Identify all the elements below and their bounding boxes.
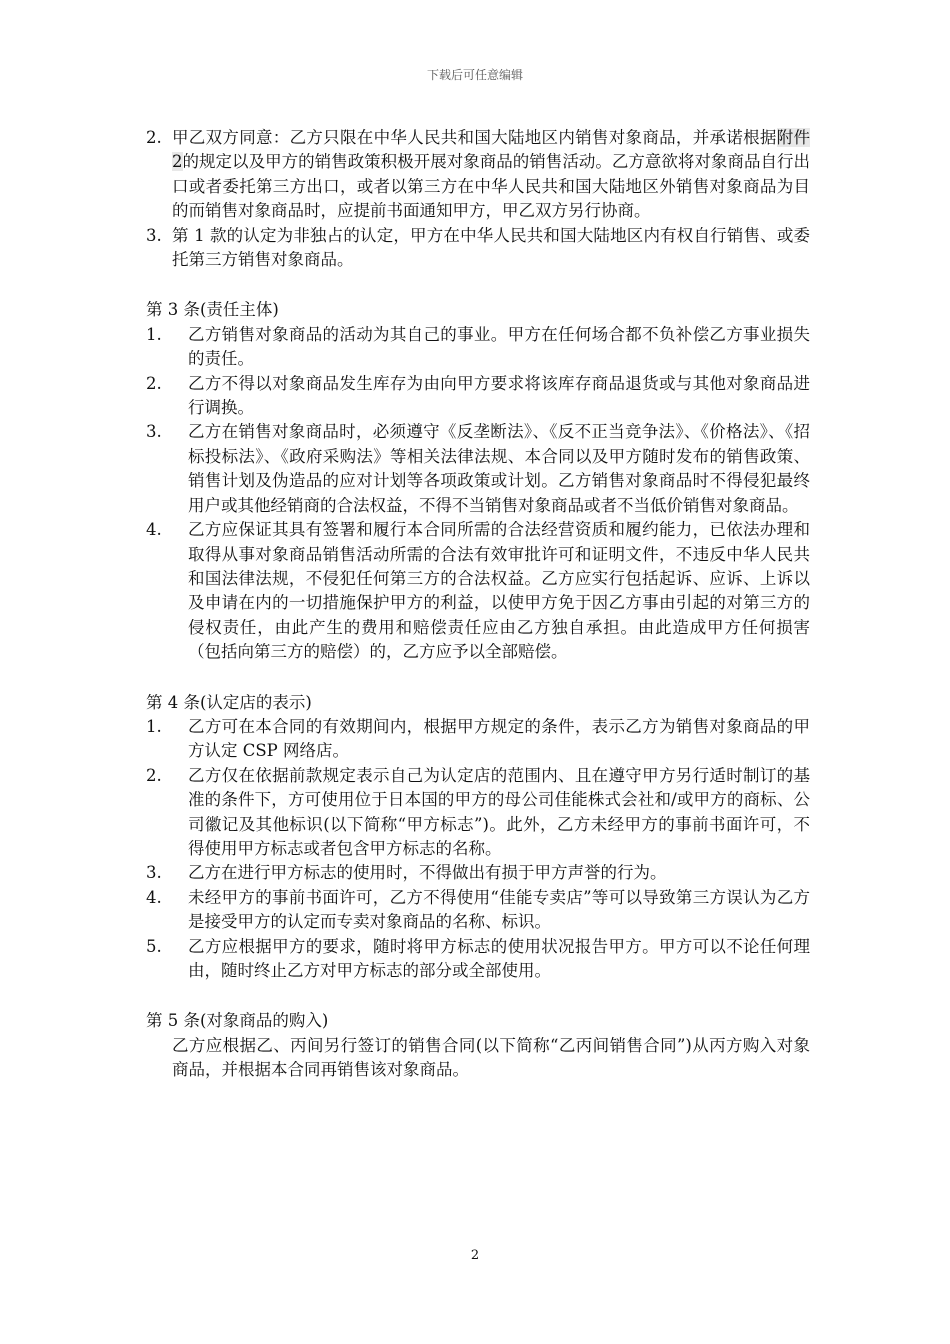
article-3-heading: 第 3 条(责任主体)	[146, 300, 279, 320]
clause-text: 乙方应保证其具有签署和履行本合同所需的合法经营资质和履约能力，已依法办理和取得从事对象商品销售活动所需的合法有效审批许可和证明文件，不违反中华人民共和国法律法规，不侵犯任何第三方的合法权益。乙方应实行包括起诉、应诉、上诉以及申请在内的一切措施保护甲方的利益，以使甲方免于因乙方事由引起的对第三方的侵权责任，由此产生的费用和赔偿责任应由乙方独自承担。由此造成甲方任何损害（包括向第三方的赔偿）的，乙方应予以全部赔偿。	[188, 520, 810, 662]
clause-number: 3.	[146, 225, 162, 245]
article-4-heading: 第 4 条(认定店的表示)	[146, 692, 312, 712]
clause-number: 3.	[146, 863, 162, 883]
clause-text: 乙方仅在依据前款规定表示自己为认定店的范围内、且在遵守甲方另行适时制订的基准的条件下，方可使用位于日本国的甲方的母公司佳能株式会社和/或甲方的商标、公司徽记及其他标识(以下简称“甲方标志”)。此外，乙方未经甲方的事前书面许可，不得使用甲方标志或者包含甲方标志的名称。	[188, 765, 810, 858]
clause-text	[172, 126, 810, 224]
clause-text: 乙方应根据甲方的要求，随时将甲方标志的使用状况报告甲方。甲方可以不论任何理由，随时终止乙方对甲方标志的部分或全部使用。	[188, 936, 810, 980]
clause-item	[146, 715, 810, 764]
clause-number: 2.	[146, 765, 162, 785]
clause-item	[146, 886, 810, 935]
clause-item	[146, 420, 810, 518]
clause-number: 2.	[146, 128, 162, 147]
clause-number: 5.	[146, 936, 162, 956]
clause-text: 乙方在进行甲方标志的使用时，不得做出有损于甲方声誉的行为。	[188, 863, 667, 883]
clause-item	[146, 372, 810, 421]
clause-number: 1.	[146, 716, 162, 736]
clause-text: 未经甲方的事前书面许可，乙方不得使用“佳能专卖店”等可以导致第三方误认为乙方是接受甲方的认定而专卖对象商品的名称、标识。	[188, 887, 810, 932]
article-5-text: 乙方应根据乙、丙间另行签订的销售合同(以下简称“乙丙间销售合同”)从丙方购入对象商品，并根据本合同再销售该对象商品。	[172, 1035, 810, 1080]
clause-number: 4.	[146, 887, 162, 907]
page-header: 下载后可任意编辑	[426, 68, 523, 82]
clause-item	[146, 323, 810, 372]
clause-text: 第 1 款的认定为非独占的认定，甲方在中华人民共和国大陆地区内有权自行销售、或委托第三方销售对象商品。	[172, 225, 810, 270]
clause-item	[146, 764, 810, 862]
clause-text: 乙方不得以对象商品发生库存为由向甲方要求将该库存商品退货或与其他对象商品进行调换。	[188, 373, 810, 418]
article-5-heading: 第 5 条(对象商品的购入)	[146, 1011, 329, 1031]
clause-item	[146, 935, 810, 984]
clause-number: 4.	[146, 520, 162, 540]
clause-number: 1.	[146, 324, 162, 344]
clause-number: 2.	[146, 373, 162, 393]
clause-item	[146, 861, 810, 885]
clause-item	[146, 518, 810, 664]
clause-text-part: 的规定以及甲方的销售政策积极开展对象商品的销售活动。乙方意欲将对象商品自行出口或者委托第三方出口，或者以第三方在中华人民共和国大陆地区外销售对象商品为目的而销售对象商品时，应提前书面通知甲方，甲乙双方另行协商。	[172, 152, 810, 221]
clause-text-part: 甲乙双方同意：乙方只限在中华人民共和国大陆地区内销售对象商品，并承诺根据	[172, 128, 777, 147]
clause-text: 乙方在销售对象商品时，必须遵守《反垄断法》、《反不正当竞争法》、《价格法》、《招标投标法》、《政府采购法》等相关法律法规、本合同以及甲方随时发布的销售政策、销售计划及伪造品的应对计划等各项政策或计划。乙方销售对象商品时不得侵犯最终用户或其他经销商的合法权益，不得不当销售对象商品或者不当低价销售对象商品。	[188, 422, 810, 515]
clause-text: 乙方销售对象商品的活动为其自己的事业。甲方在任何场合都不负补偿乙方事业损失的责任。	[188, 324, 810, 369]
contract-body	[146, 126, 810, 1083]
clause-text: 乙方可在本合同的有效期间内，根据甲方规定的条件，表示乙方为销售对象商品的甲方认定 CSP 网络店。	[188, 716, 810, 761]
clause-item	[146, 224, 810, 273]
annex-reference: 附件 2	[172, 128, 811, 172]
clause-number: 3.	[146, 422, 162, 442]
page-number: 2	[470, 1248, 480, 1263]
clause-item	[146, 126, 810, 224]
